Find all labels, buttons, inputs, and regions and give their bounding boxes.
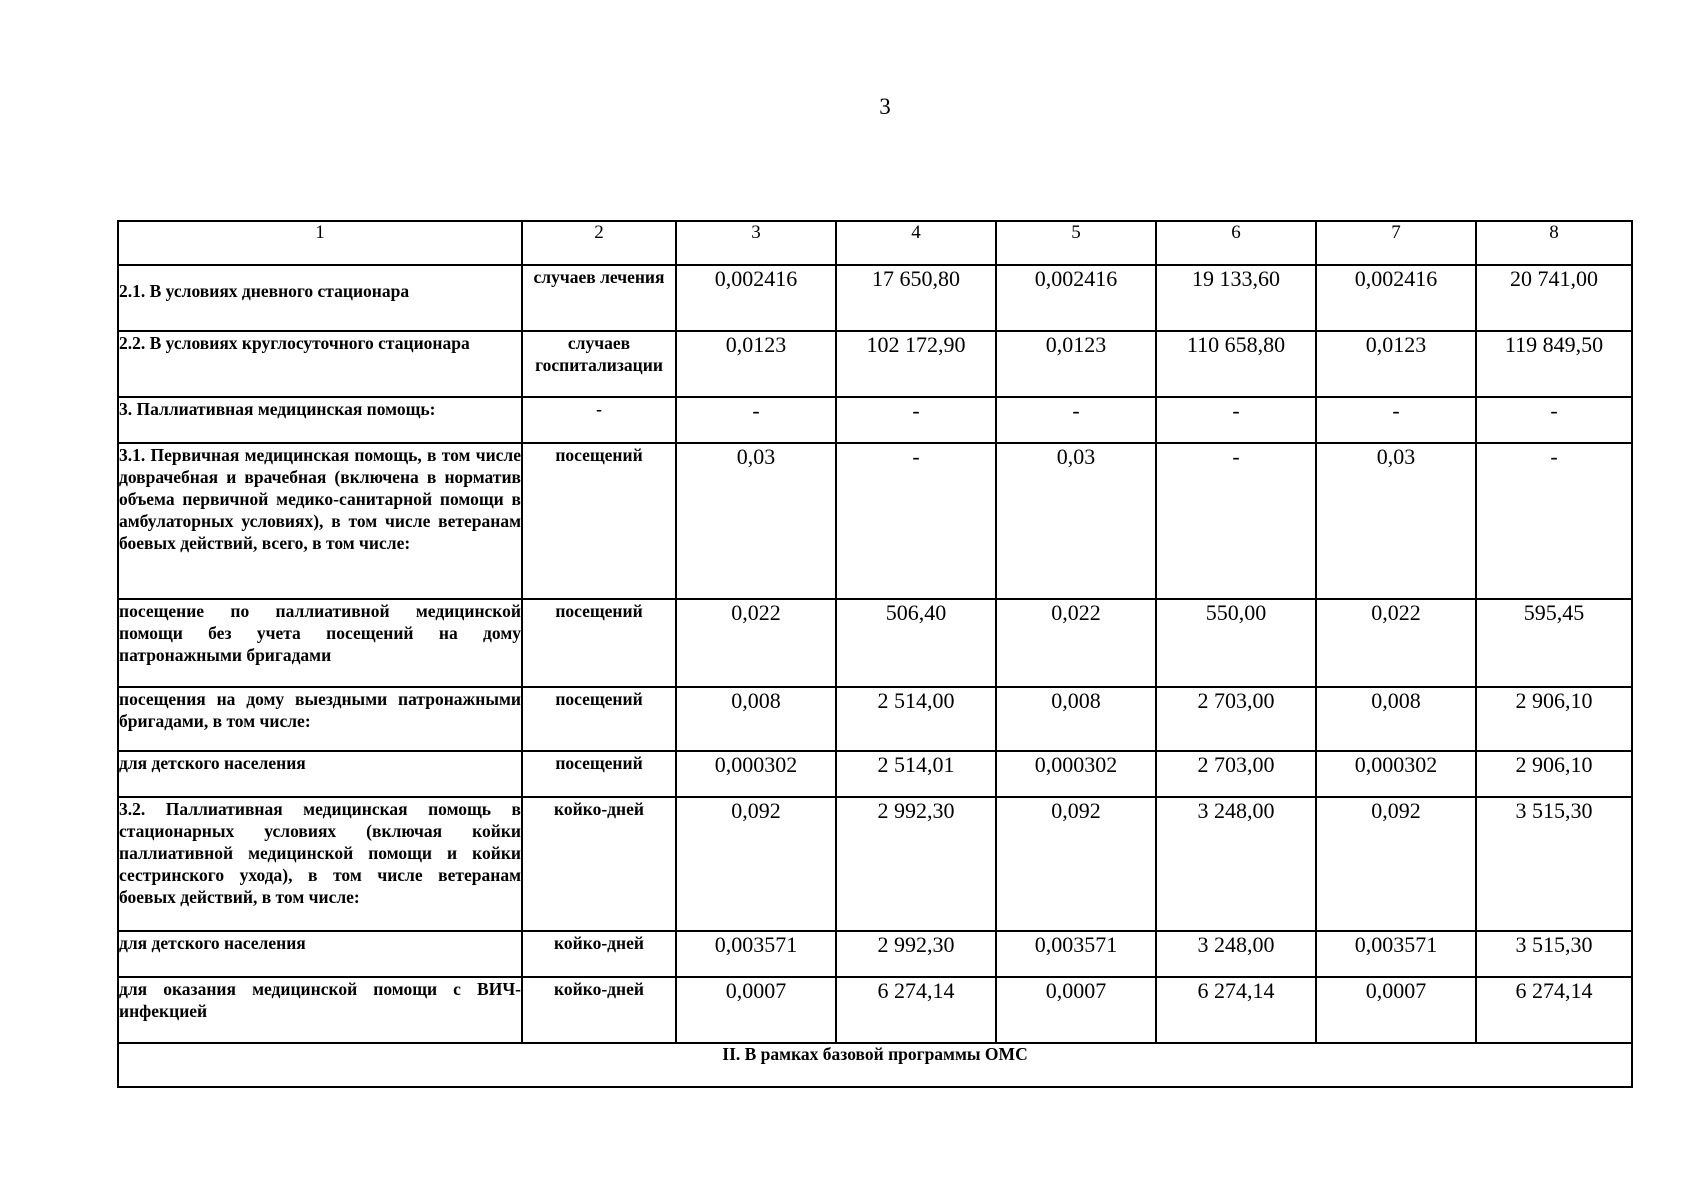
table-body — [118, 221, 1632, 1087]
row-name-cell: 3.1. Первичная медицинская помощь, в том числе доврачебная и врачебная (включена в норматив объема первичной медико-санитарной помощи в амбулаторных условиях), в том числе ветеранам боевых действий, всего, в том числе: — [118, 443, 522, 599]
value-cell: 2 514,01 — [836, 751, 996, 797]
value-cell: 0,008 — [676, 687, 836, 751]
value-cell: 0,092 — [996, 797, 1156, 931]
value-cell: 17 650,80 — [836, 265, 996, 331]
value-cell: 0,03 — [676, 443, 836, 599]
section-title: II. В рамках базовой программы ОМС — [118, 1043, 1632, 1087]
table-row — [118, 977, 1632, 1043]
value-cell: 0,008 — [1316, 687, 1476, 751]
value-cell: 0,03 — [996, 443, 1156, 599]
value-cell: 0,002416 — [1316, 265, 1476, 331]
value-cell: 0,0123 — [996, 331, 1156, 397]
header-cell: 5 — [996, 221, 1156, 265]
value-cell: - — [1316, 397, 1476, 443]
value-cell: 6 274,14 — [1476, 977, 1632, 1043]
value-cell: 20 741,00 — [1476, 265, 1632, 331]
value-cell: 550,00 — [1156, 599, 1316, 687]
value-cell: 0,0123 — [676, 331, 836, 397]
value-cell: 0,000302 — [996, 751, 1156, 797]
table-row — [118, 687, 1632, 751]
value-cell: 0,03 — [1316, 443, 1476, 599]
header-cell: 6 — [1156, 221, 1316, 265]
row-name-cell: 2.2. В условиях круглосуточного стационара — [118, 331, 522, 397]
row-name-cell: 2.1. В условиях дневного стационара — [118, 265, 522, 331]
value-cell: 0,0007 — [996, 977, 1156, 1043]
table-row — [118, 265, 1632, 331]
unit-cell: случаев лечения — [522, 265, 676, 331]
value-cell: 110 658,80 — [1156, 331, 1316, 397]
value-cell: 6 274,14 — [836, 977, 996, 1043]
value-cell: 2 703,00 — [1156, 751, 1316, 797]
value-cell: 6 274,14 — [1156, 977, 1316, 1043]
value-cell: 0,092 — [676, 797, 836, 931]
value-cell: 3 248,00 — [1156, 797, 1316, 931]
value-cell: 2 514,00 — [836, 687, 996, 751]
value-cell: 2 906,10 — [1476, 751, 1632, 797]
header-row — [118, 221, 1632, 265]
value-cell: 0,0007 — [1316, 977, 1476, 1043]
value-cell: 102 172,90 — [836, 331, 996, 397]
unit-cell: посещений — [522, 751, 676, 797]
value-cell: - — [676, 397, 836, 443]
row-name-cell: посещения на дому выездными патронажными бригадами, в том числе: — [118, 687, 522, 751]
unit-cell: койко-дней — [522, 931, 676, 977]
header-cell: 3 — [676, 221, 836, 265]
value-cell: 2 703,00 — [1156, 687, 1316, 751]
row-name-cell: для детского населения — [118, 931, 522, 977]
value-cell: 0,022 — [676, 599, 836, 687]
row-name-cell: для детского населения — [118, 751, 522, 797]
table-row — [118, 931, 1632, 977]
row-name-cell: посещение по паллиативной медицинской помощи без учета посещений на дому патронажными бригадами — [118, 599, 522, 687]
value-cell: 0,0007 — [676, 977, 836, 1043]
unit-cell: посещений — [522, 443, 676, 599]
row-name-cell: 3. Паллиативная медицинская помощь: — [118, 397, 522, 443]
table-row — [118, 331, 1632, 397]
unit-cell: койко-дней — [522, 977, 676, 1043]
value-cell: 0,092 — [1316, 797, 1476, 931]
header-cell: 1 — [118, 221, 522, 265]
table-row — [118, 751, 1632, 797]
value-cell: - — [1476, 397, 1632, 443]
value-cell: - — [1156, 443, 1316, 599]
value-cell: - — [1476, 443, 1632, 599]
value-cell: 0,002416 — [996, 265, 1156, 331]
value-cell: - — [836, 397, 996, 443]
value-cell: - — [836, 443, 996, 599]
value-cell: 595,45 — [1476, 599, 1632, 687]
table-row — [118, 599, 1632, 687]
value-cell: 0,022 — [996, 599, 1156, 687]
header-cell: 7 — [1316, 221, 1476, 265]
value-cell: - — [996, 397, 1156, 443]
unit-cell: посещений — [522, 599, 676, 687]
value-cell: 0,022 — [1316, 599, 1476, 687]
value-cell: 0,003571 — [676, 931, 836, 977]
value-cell: 0,000302 — [1316, 751, 1476, 797]
row-name-cell: 3.2. Паллиативная медицинская помощь в стационарных условиях (включая койки паллиативной медицинской помощи и койки сестринского ухода), в том числе ветеранам боевых действий, в том числе: — [118, 797, 522, 931]
header-cell: 8 — [1476, 221, 1632, 265]
header-cell: 2 — [522, 221, 676, 265]
table-row — [118, 443, 1632, 599]
norms-table — [117, 220, 1633, 1088]
page-number: 3 — [879, 94, 891, 119]
value-cell: 506,40 — [836, 599, 996, 687]
value-cell: 2 992,30 — [836, 797, 996, 931]
unit-cell: - — [522, 397, 676, 443]
value-cell: 0,003571 — [1316, 931, 1476, 977]
value-cell: 0,0123 — [1316, 331, 1476, 397]
unit-cell: койко-дней — [522, 797, 676, 931]
value-cell: 0,000302 — [676, 751, 836, 797]
table-row — [118, 397, 1632, 443]
unit-cell: посещений — [522, 687, 676, 751]
value-cell: 3 515,30 — [1476, 797, 1632, 931]
value-cell: 119 849,50 — [1476, 331, 1632, 397]
value-cell: - — [1156, 397, 1316, 443]
header-cell: 4 — [836, 221, 996, 265]
value-cell: 2 992,30 — [836, 931, 996, 977]
value-cell: 19 133,60 — [1156, 265, 1316, 331]
unit-cell: случаев госпитализации — [522, 331, 676, 397]
value-cell: 0,002416 — [676, 265, 836, 331]
value-cell: 2 906,10 — [1476, 687, 1632, 751]
value-cell: 0,008 — [996, 687, 1156, 751]
value-cell: 0,003571 — [996, 931, 1156, 977]
value-cell: 3 248,00 — [1156, 931, 1316, 977]
row-name-cell: для оказания медицинской помощи с ВИЧ-инфекцией — [118, 977, 522, 1043]
table-row — [118, 797, 1632, 931]
section-row — [118, 1043, 1632, 1087]
value-cell: 3 515,30 — [1476, 931, 1632, 977]
